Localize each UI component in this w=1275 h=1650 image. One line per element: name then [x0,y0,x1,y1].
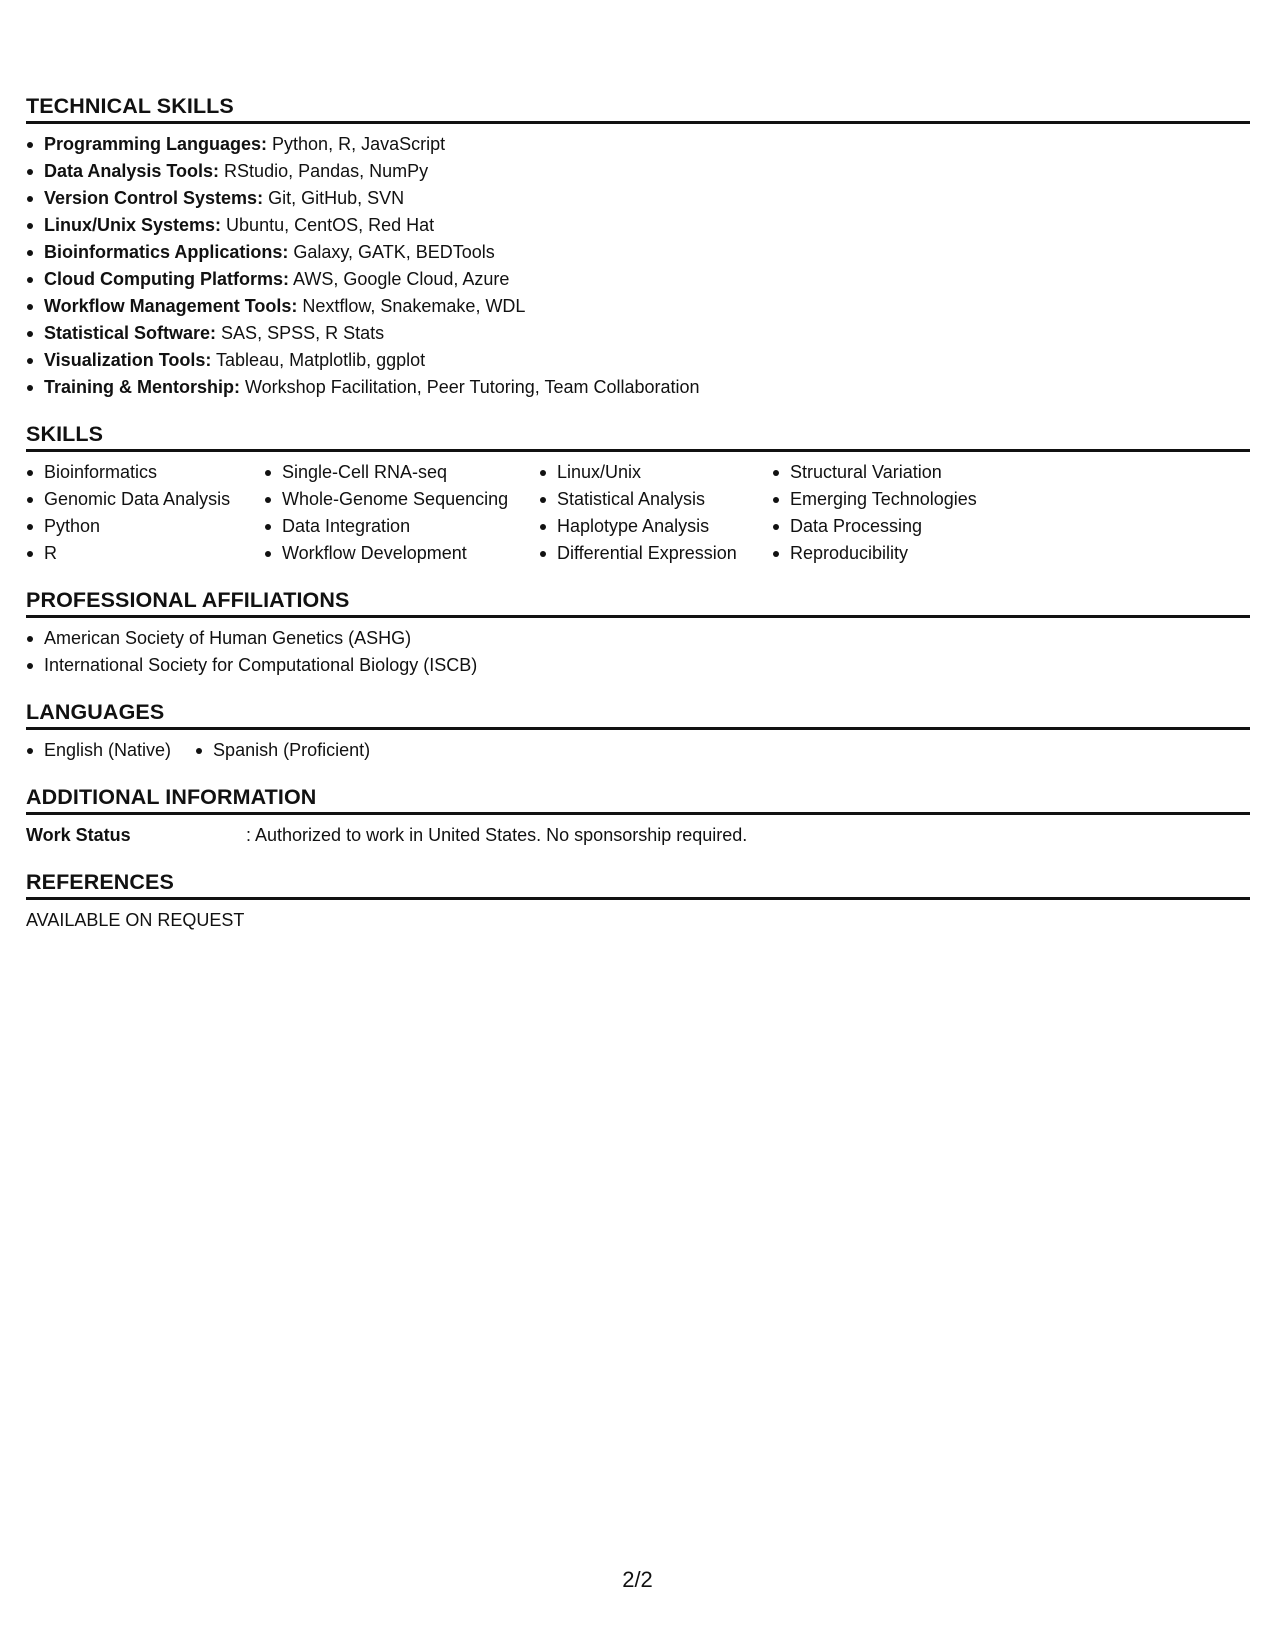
affiliations-heading: PROFESSIONAL AFFILIATIONS [26,587,1250,618]
section-spacer [26,849,1250,869]
work-status-label: Work Status [26,825,131,845]
technical-skill-value: RStudio, Pandas, NumPy [219,161,429,181]
skill-item: Data Integration [264,513,539,540]
language-item: Spanish (Proficient) [195,737,370,764]
skill-item: Genomic Data Analysis [26,486,264,513]
technical-skill-value: SAS, SPSS, R Stats [216,323,385,343]
technical-skill-label: Visualization Tools: [44,350,212,370]
skill-item: Python [26,513,264,540]
affiliation-item: International Society for Computational Biology (ISCB) [26,652,1250,679]
technical-skills-section [26,93,1250,401]
section-spacer [26,679,1250,699]
skills-column [772,459,1032,567]
skill-item: Structural Variation [772,459,1032,486]
section-spacer [26,764,1250,784]
skill-item: R [26,540,264,567]
technical-skills-list [26,124,1250,401]
section-spacer [26,401,1250,421]
technical-skill-item [26,266,1250,293]
technical-skill-value: Galaxy, GATK, BEDTools [288,242,495,262]
skill-item: Differential Expression [539,540,772,567]
skills-heading: SKILLS [26,421,1250,452]
skill-item: Reproducibility [772,540,1032,567]
technical-skill-label: Bioinformatics Applications: [44,242,289,262]
technical-skill-value: AWS, Google Cloud, Azure [288,269,510,289]
affiliations-list [26,618,1250,679]
technical-skill-value: Git, GitHub, SVN [263,188,405,208]
technical-skill-item [26,158,1250,185]
technical-skill-label: Workflow Management Tools: [44,296,298,316]
skills-column [264,459,539,567]
technical-skill-item [26,131,1250,158]
skill-item: Haplotype Analysis [539,513,772,540]
additional-info-heading: ADDITIONAL INFORMATION [26,784,1250,815]
technical-skills-heading: TECHNICAL SKILLS [26,93,1250,124]
technical-skill-value: Python, R, JavaScript [267,134,446,154]
technical-skill-item [26,185,1250,212]
languages-heading: LANGUAGES [26,699,1250,730]
skill-item: Data Processing [772,513,1032,540]
references-section [26,869,1250,934]
skill-item: Single-Cell RNA-seq [264,459,539,486]
technical-skill-value: Ubuntu, CentOS, Red Hat [221,215,435,235]
languages-section [26,699,1250,764]
skill-item: Bioinformatics [26,459,264,486]
technical-skill-item [26,374,1250,401]
references-text: AVAILABLE ON REQUEST [26,910,245,930]
skill-item: Whole-Genome Sequencing [264,486,539,513]
skills-grid [26,452,1250,567]
additional-info-section [26,784,1250,849]
technical-skill-label: Statistical Software: [44,323,217,343]
skills-column [539,459,772,567]
technical-skill-item [26,320,1250,347]
technical-skill-item [26,212,1250,239]
skill-item: Emerging Technologies [772,486,1032,513]
affiliations-section [26,587,1250,679]
skills-section [26,421,1250,567]
work-status-row [26,815,1250,849]
technical-skill-label: Version Control Systems: [44,188,264,208]
technical-skill-value: Tableau, Matplotlib, ggplot [211,350,426,370]
technical-skill-item [26,239,1250,266]
resume-page [26,93,1250,934]
affiliation-item: American Society of Human Genetics (ASHG) [26,625,1250,652]
technical-skill-label: Training & Mentorship: [44,377,240,397]
skill-item: Statistical Analysis [539,486,772,513]
technical-skill-item [26,347,1250,374]
technical-skill-label: Programming Languages: [44,134,268,154]
work-status-value: : Authorized to work in United States. No sponsorship required. [246,825,748,845]
language-item: English (Native) [26,737,171,764]
technical-skill-value: Nextflow, Snakemake, WDL [297,296,526,316]
technical-skill-item [26,293,1250,320]
technical-skill-value: Workshop Facilitation, Peer Tutoring, Team Collaboration [240,377,700,397]
skill-item: Workflow Development [264,540,539,567]
technical-skill-label: Cloud Computing Platforms: [44,269,289,289]
skill-item: Linux/Unix [539,459,772,486]
technical-skill-label: Linux/Unix Systems: [44,215,222,235]
skills-column [26,459,264,567]
section-spacer [26,567,1250,587]
references-heading: REFERENCES [26,869,1250,900]
languages-list [26,730,1250,764]
page-number: 2/2 [622,1567,653,1592]
technical-skill-label: Data Analysis Tools: [44,161,220,181]
